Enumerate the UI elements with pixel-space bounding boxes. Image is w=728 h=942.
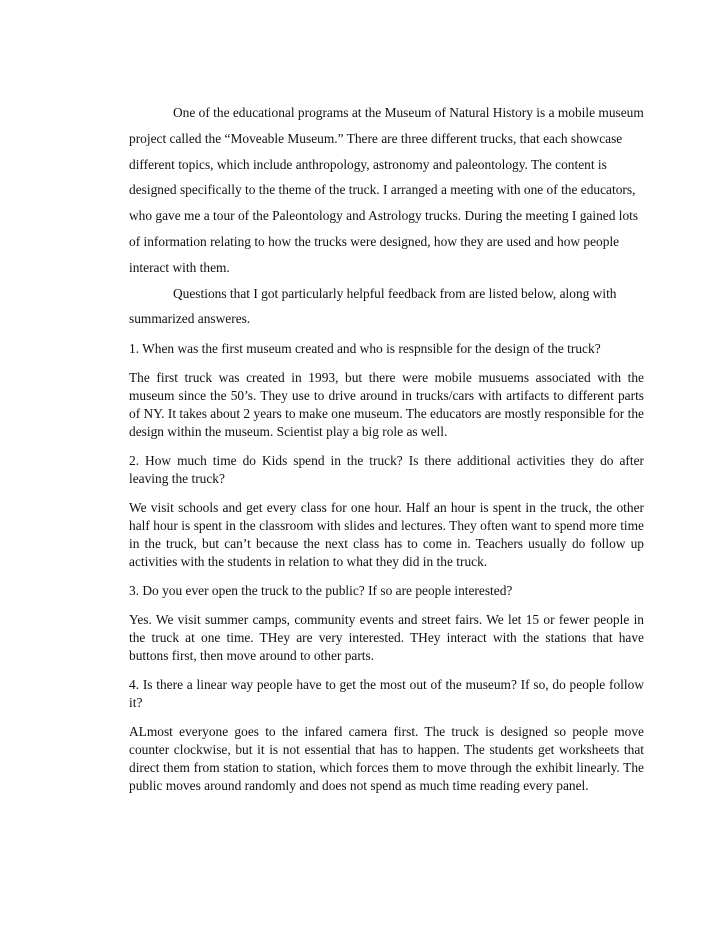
qa-section	[129, 332, 644, 795]
question-3: 3. Do you ever open the truck to the public? If so are people interested?	[129, 583, 513, 599]
answer-2: We visit schools and get every class for one hour. Half an hour is spent in the truck, the other half hour is spent in the classroom with slides and lectures. They often want to spend more time in the truck, but can’t because the next class has to come in. Teachers usually do follow up activities with the students in relation to what they did in the truck.	[129, 500, 644, 570]
intro-paragraph: Questions that I got particularly helpful feedback from are listed below, along with summarized answeres.	[129, 285, 617, 327]
intro-paragraph: One of the educational programs at the Museum of Natural History is a mobile museum project called the “Moveable Museum.” There are three different trucks, that each showcase different topics, which include anthropology, astronomy and paleontology. The content is designed specifically to the theme of the truck. I arranged a meeting with one of the educators, who gave me a tour of the Paleontology and Astrology trucks. During the meeting I gained lots of information relating to how the trucks were designed, how they are used and how people interact with them.	[129, 105, 644, 275]
question-4: 4. Is there a linear way people have to get the most out of the museum? If so, do people follow it?	[129, 677, 644, 711]
question-2: 2. How much time do Kids spend in the truck? Is there additional activities they do after leaving the truck?	[129, 453, 644, 487]
question-1: 1. When was the first museum created and who is respnsible for the design of the truck?	[129, 341, 601, 357]
intro-section	[129, 100, 644, 332]
document-page	[129, 100, 644, 795]
answer-3: Yes. We visit summer camps, community events and street fairs. We let 15 or fewer people in the truck at one time. THey are very interested. THey interact with the stations that have buttons first, then move around to other parts.	[129, 612, 644, 664]
answer-4: ALmost everyone goes to the infared camera first. The truck is designed so people move counter clockwise, but it is not essential that has to happen. The students get worksheets that direct them from station to station, which forces them to move through the exhibit linearly. The public moves around randomly and does not spend as much time reading every panel.	[129, 724, 644, 794]
answer-1: The first truck was created in 1993, but there were mobile musuems associated with the museum since the 50’s. They use to drive around in trucks/cars with artifacts to different parts of NY. It takes about 2 years to make one museum. The educators are mostly responsible for the design within the museum. Scientist play a big role as well.	[129, 370, 644, 440]
